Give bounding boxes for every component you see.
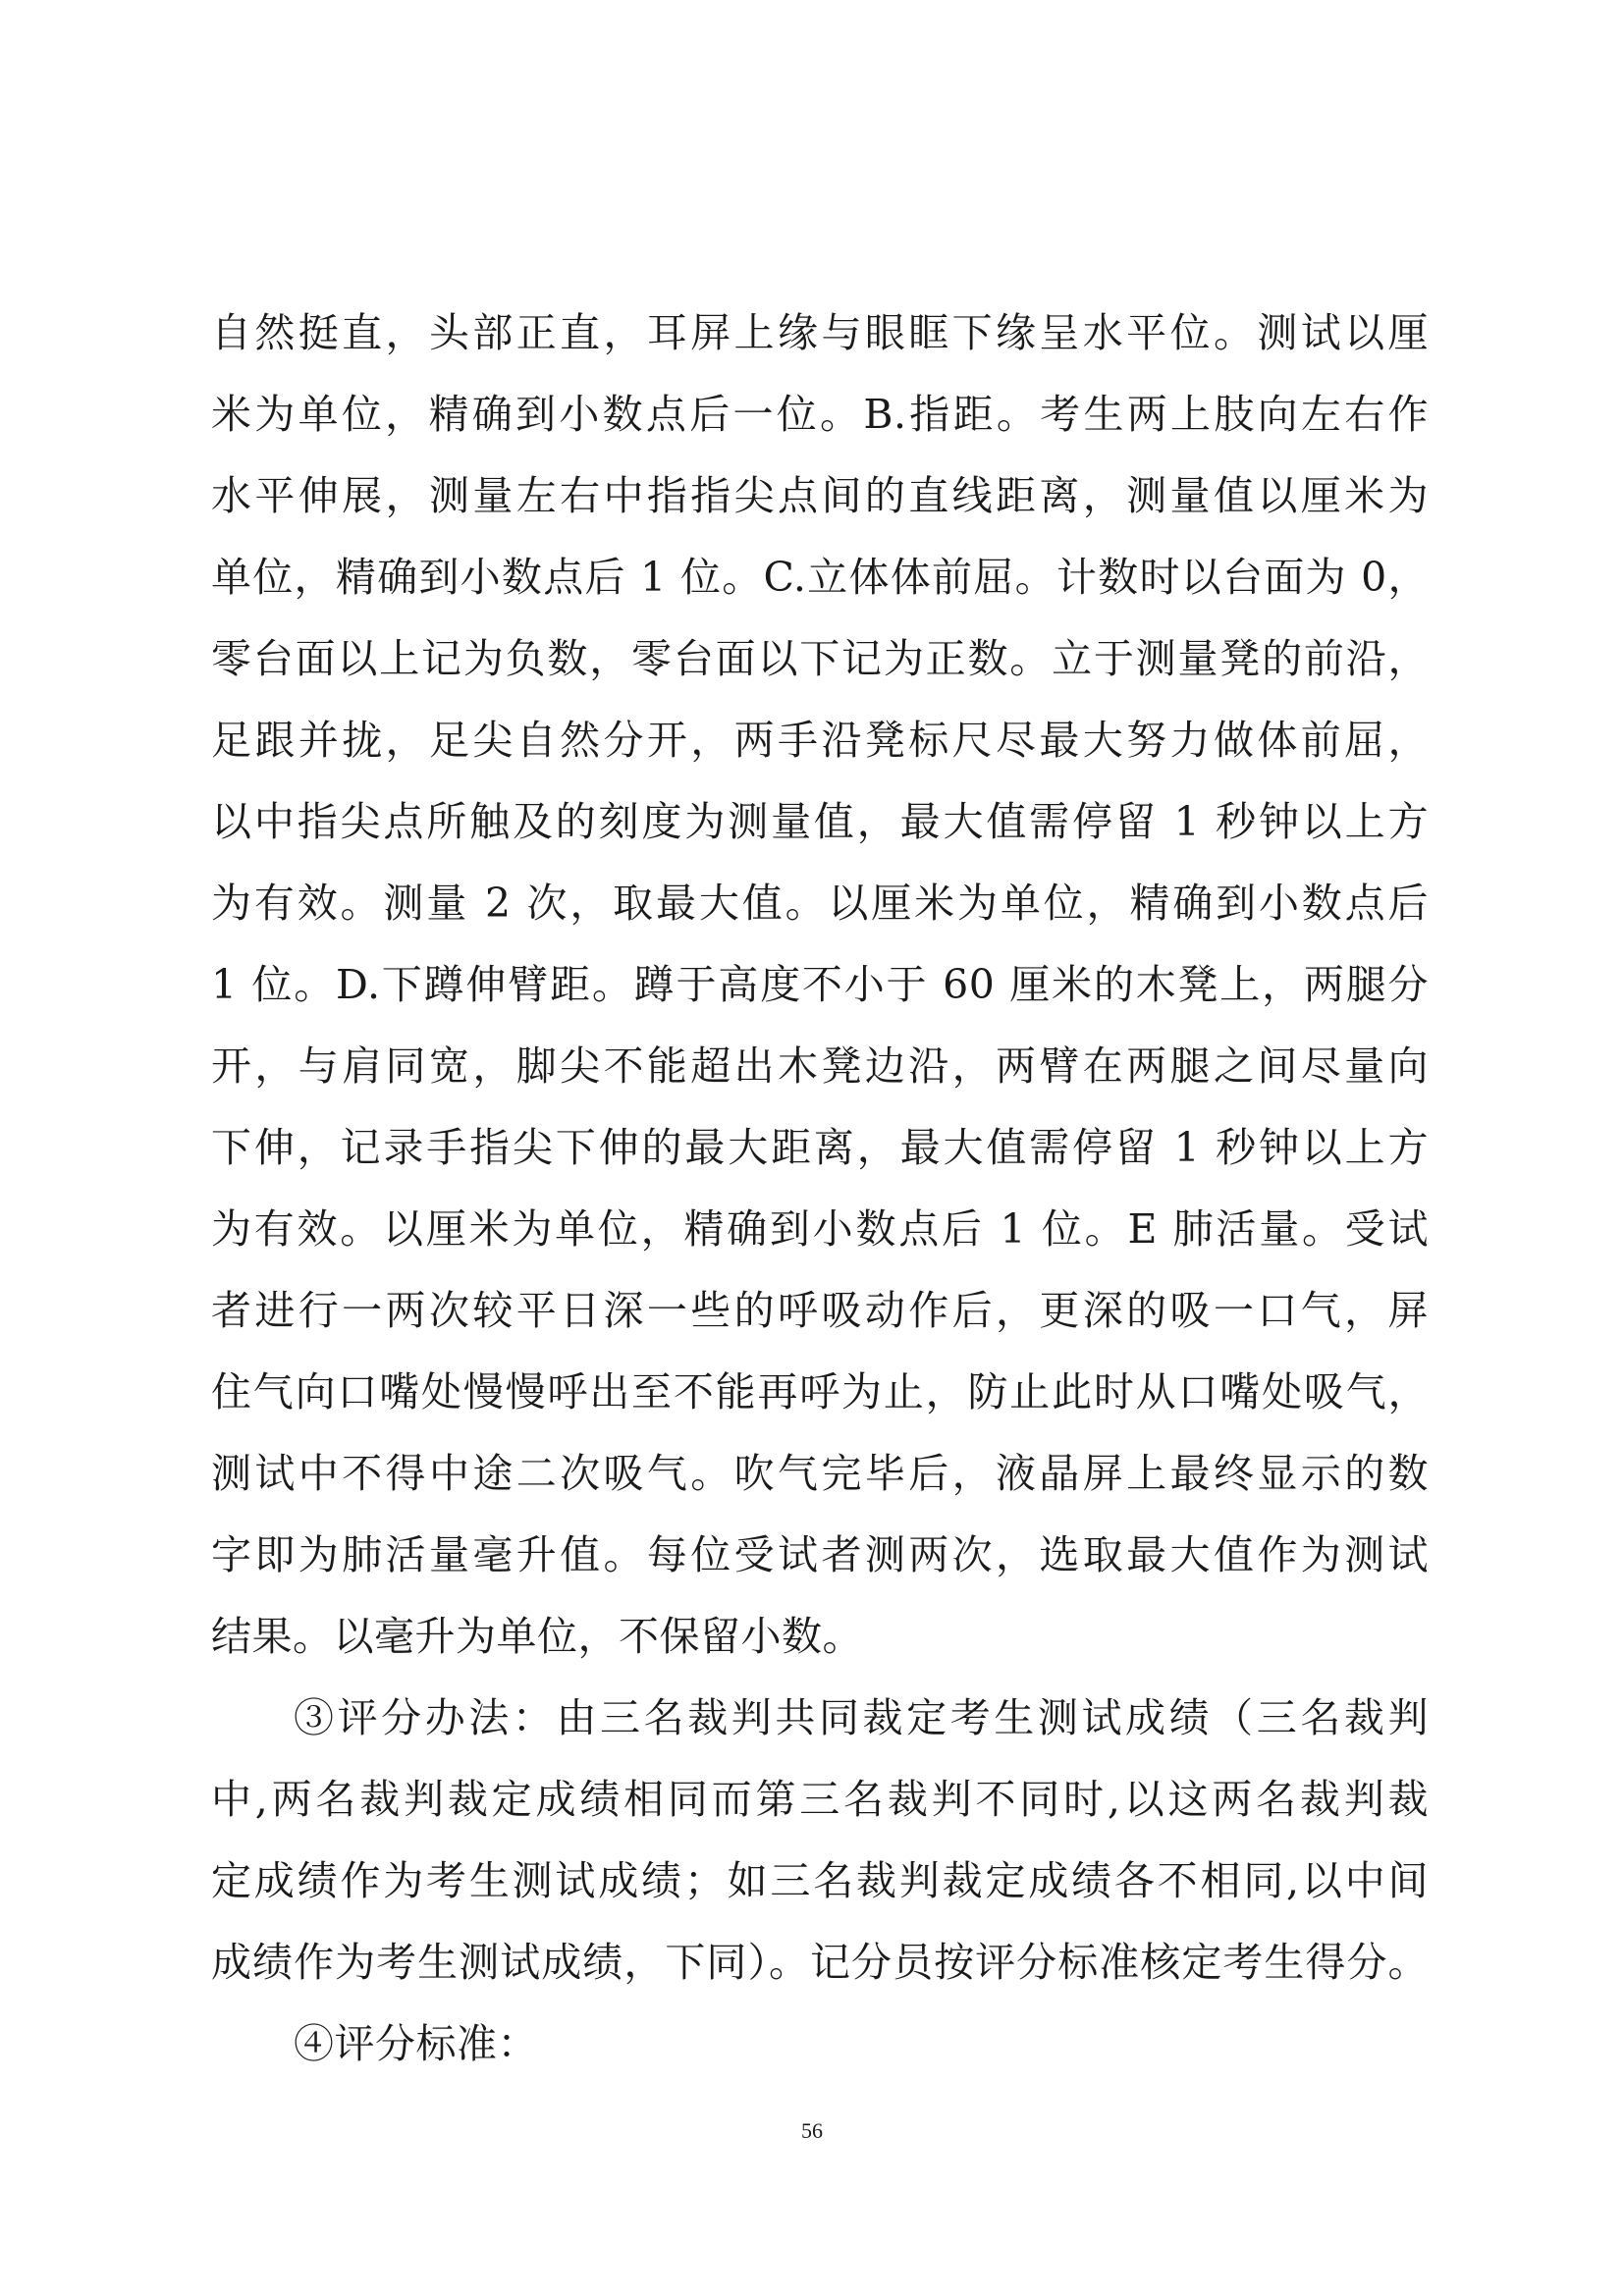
text-line: 自然挺直，头部正直，耳屏上缘与眼眶下缘呈水平位。测试以厘 bbox=[211, 309, 1429, 356]
text-line: 1 位。D.下蹲伸臂距。蹲于高度不小于 60 厘米的木凳上，两腿分 bbox=[211, 961, 1429, 1008]
text-line: 为有效。以厘米为单位，精确到小数点后 1 位。E 肺活量。受试 bbox=[211, 1205, 1429, 1253]
text-line: 成绩作为考生测试成绩，下同）。记分员按评分标准核定考生得分。 bbox=[211, 1939, 1429, 1986]
text-line: 零台面以上记为负数，零台面以下记为正数。立于测量凳的前沿， bbox=[211, 635, 1429, 682]
body-text bbox=[211, 293, 1429, 2085]
paragraph-scoring-standard bbox=[211, 2003, 1429, 2085]
text-line: 中,两名裁判裁定成绩相同而第三名裁判不同时,以这两名裁判裁 bbox=[211, 1776, 1429, 1823]
text-line: 住气向口嘴处慢慢呼出至不能再呼为止，防止此时从口嘴处吸气， bbox=[211, 1368, 1429, 1415]
text-line: 米为单位，精确到小数点后一位。B.指距。考生两上肢向左右作 bbox=[211, 391, 1429, 438]
text-line: ③评分办法：由三名裁判共同裁定考生测试成绩（三名裁判 bbox=[294, 1694, 1429, 1741]
text-line: 水平伸展，测量左右中指指尖点间的直线距离，测量值以厘米为 bbox=[211, 472, 1429, 519]
paragraph-measurement-methods bbox=[211, 293, 1429, 1678]
text-line: 足跟并拢，足尖自然分开，两手沿凳标尺尽最大努力做体前屈， bbox=[211, 717, 1429, 764]
text-line: 单位，精确到小数点后 1 位。C.立体体前屈。计数时以台面为 0， bbox=[211, 554, 1429, 601]
text-line: 为有效。测量 2 次，取最大值。以厘米为单位，精确到小数点后 bbox=[211, 880, 1429, 927]
text-line: 结果。以毫升为单位，不保留小数。 bbox=[211, 1613, 863, 1660]
paragraph-scoring-method bbox=[211, 1678, 1429, 2003]
text-line: 字即为肺活量毫升值。每位受试者测两次，选取最大值作为测试 bbox=[211, 1531, 1429, 1578]
text-line: 下伸，记录手指尖下伸的最大距离，最大值需停留 1 秒钟以上方 bbox=[211, 1124, 1429, 1171]
text-line: 测试中不得中途二次吸气。吹气完毕后，液晶屏上最终显示的数 bbox=[211, 1450, 1429, 1497]
text-line: 定成绩作为考生测试成绩；如三名裁判裁定成绩各不相同,以中间 bbox=[211, 1857, 1429, 1904]
text-line: 以中指尖点所触及的刻度为测量值，最大值需停留 1 秒钟以上方 bbox=[211, 798, 1429, 845]
section-heading: ④评分标准： bbox=[294, 2020, 538, 2067]
text-line: 开，与肩同宽，脚尖不能超出木凳边沿，两臂在两腿之间尽量向 bbox=[211, 1042, 1429, 1090]
text-line: 者进行一两次较平日深一些的呼吸动作后，更深的吸一口气，屏 bbox=[211, 1287, 1429, 1334]
page-number: 56 bbox=[801, 2118, 823, 2143]
